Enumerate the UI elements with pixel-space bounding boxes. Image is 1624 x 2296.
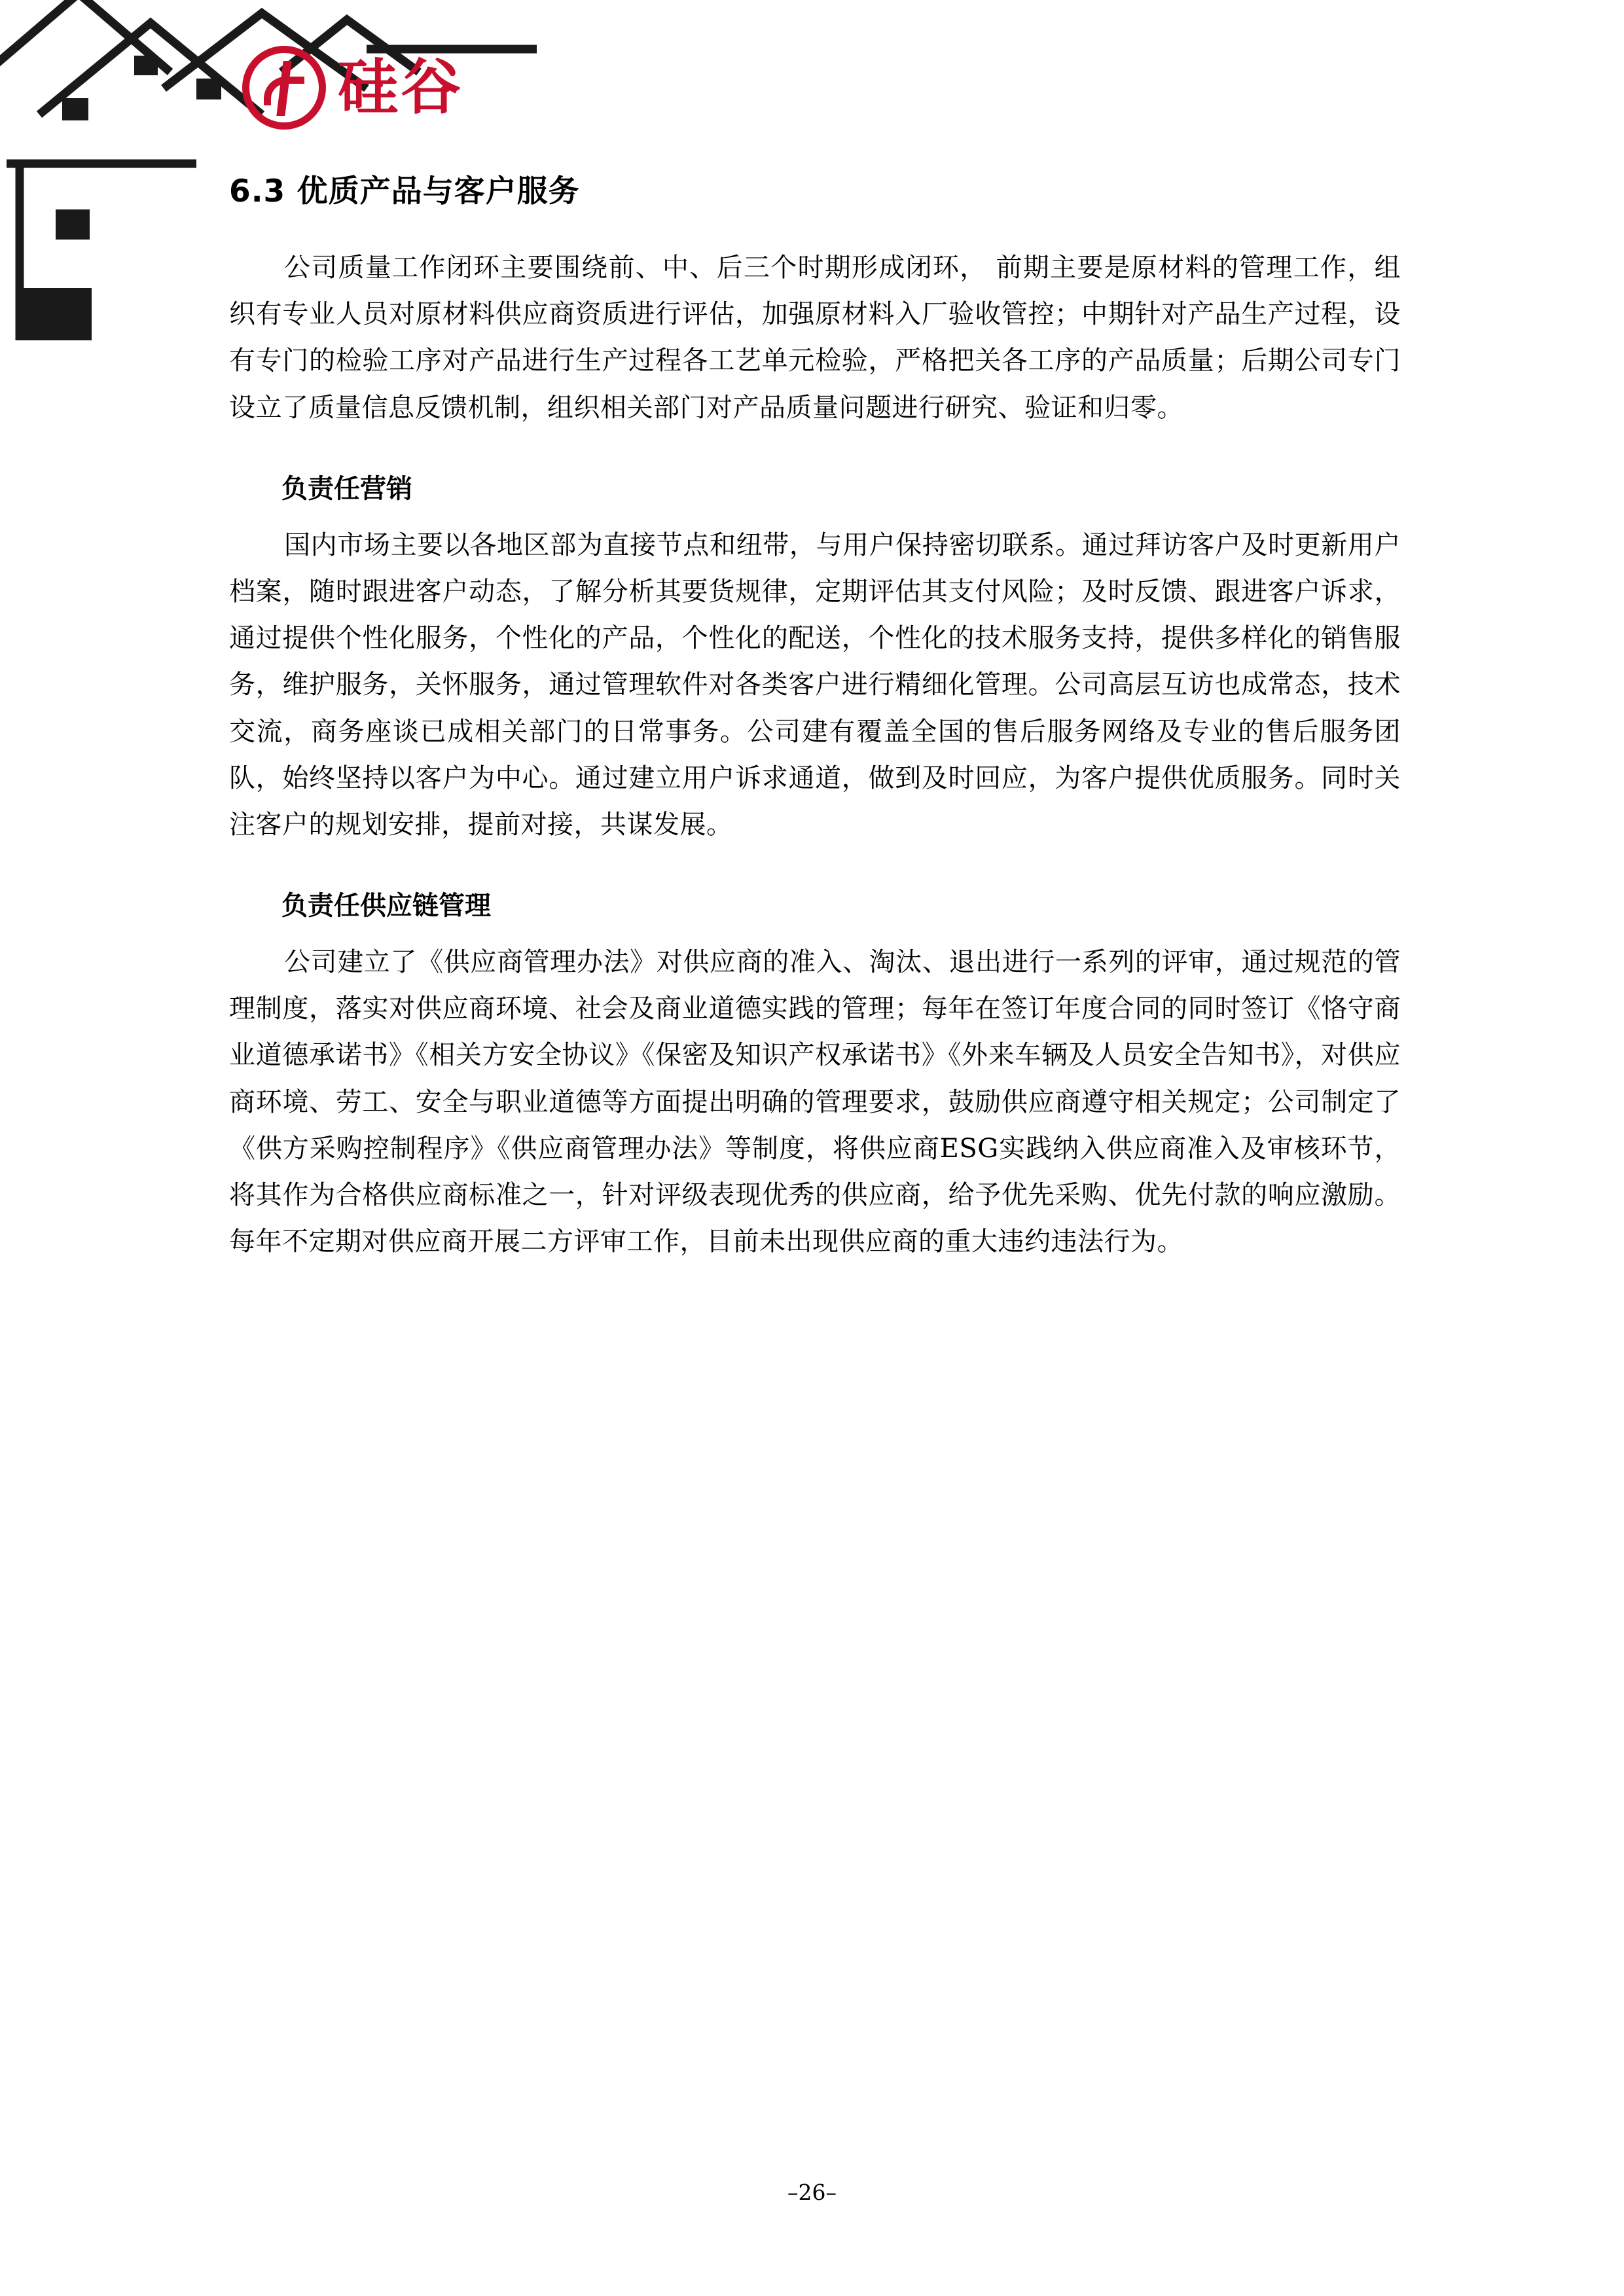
paragraph-responsible-supply-chain: 公司建立了《供应商管理办法》对供应商的准入、淘汰、退出进行一系列的评审，通过规范的管理制度，落实对供应商环境、社会及商业道德实践的管理；每年在签订年度合同的同时签订《恪守商业道德承诺书》《相关方安全协议》《保密及知识产权承诺书》《外来车辆及人员安全告知书》，对供应商环境、劳工、安全与职业道德等方面提出明确的管理要求，鼓励供应商遵守相关规定；公司制定了《供方采购控制程序》《供应商管理办法》等制度，将供应商ESG实践纳入供应商准入及审核环节，将其作为合格供应商标准之一，针对评级表现优秀的供应商，给予优先采购、优先付款的响应激励。每年不定期对供应商开展二方评审工作，目前未出现供应商的重大违约违法行为。: [229, 947, 1401, 1257]
circle-s-logo-icon: [242, 46, 326, 130]
company-logo: [242, 46, 463, 130]
subheading-responsible-marketing: 负责任营销: [281, 473, 412, 504]
paragraph-responsible-marketing: 国内市场主要以各地区部为直接节点和纽带，与用户保持密切联系。通过拜访客户及时更新用户档案，随时跟进客户动态，了解分析其要货规律，定期评估其支付风险；及时反馈、跟进客户诉求，通过提供个性化服务，个性化的产品，个性化的配送，个性化的技术服务支持，提供多样化的销售服务，维护服务，关怀服务，通过管理软件对各类客户进行精细化管理。公司高层互访也成常态，技术交流，商务座谈已成相关部门的日常事务。公司建有覆盖全国的售后服务网络及专业的售后服务团队，始终坚持以客户为中心。通过建立用户诉求通道，做到及时回应，为客户提供优质服务。同时关注客户的规划安排，提前对接，共谋发展。: [229, 529, 1401, 840]
logo-text: 硅谷: [338, 52, 464, 122]
page-number: –26–: [787, 2179, 837, 2205]
subheading-responsible-supply-chain: 负责任供应链管理: [281, 891, 491, 922]
section-heading: 6.3 优质产品与客户服务: [229, 173, 580, 209]
document-content: [229, 167, 1401, 1287]
paragraph-quality-loop: 公司质量工作闭环主要围绕前、中、后三个时期形成闭环， 前期主要是原材料的管理工作，组织有专业人员对原材料供应商资质进行评估，加强原材料入厂验收管控；中期针对产品生产过程，设有专门的检验工序对产品进行生产过程各工艺单元检验，严格把关各工序的产品质量；后期公司专门设立了质量信息反馈机制，组织相关部门对产品质量问题进行研究、验证和归零。: [229, 253, 1401, 423]
